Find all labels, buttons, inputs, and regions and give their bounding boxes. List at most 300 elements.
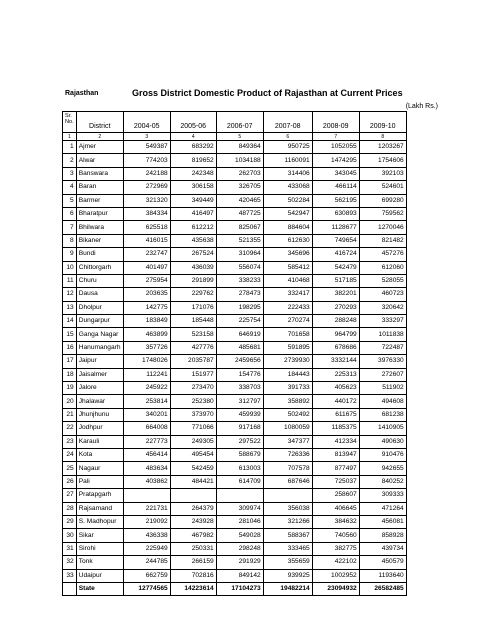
row-value: 495454	[170, 448, 216, 461]
row-value: 502284	[263, 194, 312, 207]
year-header: 2008-09	[312, 112, 359, 133]
row-district: Churu	[76, 274, 123, 287]
total-value: 26582485	[359, 582, 406, 595]
row-value: 358892	[263, 395, 312, 408]
row-value: 502492	[263, 408, 312, 421]
row-value: 435638	[170, 234, 216, 247]
row-serial: 33	[63, 569, 77, 582]
table-row	[63, 542, 407, 555]
table-row	[63, 382, 407, 395]
row-value: 490630	[359, 435, 406, 448]
column-index: 2	[76, 133, 123, 141]
table-row	[63, 207, 407, 220]
table-row	[63, 355, 407, 368]
total-value: 17104273	[216, 582, 263, 595]
row-district: Barmer	[76, 194, 123, 207]
row-value	[263, 489, 312, 502]
row-value: 3332144	[312, 355, 359, 368]
row-value: 401497	[123, 261, 170, 274]
column-index: 4	[170, 133, 216, 141]
row-serial: 14	[63, 315, 77, 328]
table-row	[63, 167, 407, 180]
row-district: Karauli	[76, 435, 123, 448]
row-value: 699280	[359, 194, 406, 207]
row-district: Ganga Nagar	[76, 328, 123, 341]
row-value: 588679	[216, 448, 263, 461]
row-value: 266159	[170, 556, 216, 569]
row-value: 612630	[263, 234, 312, 247]
row-value: 466114	[312, 181, 359, 194]
table-row	[63, 234, 407, 247]
total-label: State	[76, 582, 123, 595]
row-value: 1748026	[123, 355, 170, 368]
row-value: 3976330	[359, 355, 406, 368]
table-row	[63, 274, 407, 287]
row-value: 542947	[263, 207, 312, 220]
row-value: 1474295	[312, 154, 359, 167]
row-district: Dholpur	[76, 301, 123, 314]
row-value: 2739930	[263, 355, 312, 368]
row-value: 151977	[170, 368, 216, 381]
row-value: 813947	[312, 448, 359, 461]
row-value: 819652	[170, 154, 216, 167]
column-index: 5	[216, 133, 263, 141]
row-value: 456414	[123, 448, 170, 461]
row-value: 427776	[170, 341, 216, 354]
row-serial: 21	[63, 408, 77, 421]
row-value: 373970	[170, 408, 216, 421]
row-value: 270293	[312, 301, 359, 314]
row-value: 249305	[170, 435, 216, 448]
row-value: 242348	[170, 167, 216, 180]
row-value: 740560	[312, 529, 359, 542]
row-value: 678686	[312, 341, 359, 354]
row-value: 436338	[123, 529, 170, 542]
row-value: 1754606	[359, 154, 406, 167]
row-serial: 6	[63, 207, 77, 220]
row-value: 1193640	[359, 569, 406, 582]
row-serial: 31	[63, 542, 77, 555]
row-value: 410468	[263, 274, 312, 287]
year-header: 2007-08	[263, 112, 312, 133]
state-name: Rajasthan	[65, 90, 99, 97]
row-value: 759562	[359, 207, 406, 220]
row-value: 707578	[263, 462, 312, 475]
row-value: 219092	[123, 515, 170, 528]
row-district: Dausa	[76, 288, 123, 301]
row-district: Pali	[76, 475, 123, 488]
row-serial: 9	[63, 248, 77, 261]
row-value: 884604	[263, 221, 312, 234]
row-district: Sirohi	[76, 542, 123, 555]
row-value: 687646	[263, 475, 312, 488]
row-value: 320642	[359, 301, 406, 314]
row-value: 298248	[216, 542, 263, 555]
row-value: 2035787	[170, 355, 216, 368]
row-value: 630893	[312, 207, 359, 220]
row-value: 2459656	[216, 355, 263, 368]
row-value: 275954	[123, 274, 170, 287]
table-row	[63, 368, 407, 381]
row-value: 1203267	[359, 141, 406, 154]
row-value: 1185375	[312, 422, 359, 435]
row-value: 614709	[216, 475, 263, 488]
row-value: 439734	[359, 542, 406, 555]
row-serial: 29	[63, 515, 77, 528]
row-district: Bharatpur	[76, 207, 123, 220]
row-value: 312797	[216, 395, 263, 408]
row-value: 1128677	[312, 221, 359, 234]
row-serial: 25	[63, 462, 77, 475]
row-value: 278473	[216, 288, 263, 301]
row-district: Kota	[76, 448, 123, 461]
row-serial: 10	[63, 261, 77, 274]
row-value: 403862	[123, 475, 170, 488]
row-value: 321320	[123, 194, 170, 207]
row-district: Jalore	[76, 382, 123, 395]
row-serial: 7	[63, 221, 77, 234]
row-value: 416497	[170, 207, 216, 220]
row-value: 343045	[312, 167, 359, 180]
row-value: 382201	[312, 288, 359, 301]
row-value: 459939	[216, 408, 263, 421]
row-value: 338233	[216, 274, 263, 287]
row-value: 556074	[216, 261, 263, 274]
row-serial: 15	[63, 328, 77, 341]
row-value: 774203	[123, 154, 170, 167]
row-value: 722487	[359, 341, 406, 354]
row-district: Udaipur	[76, 569, 123, 582]
row-value: 306158	[170, 181, 216, 194]
table-row	[63, 569, 407, 582]
row-value: 392103	[359, 167, 406, 180]
row-value: 664008	[123, 422, 170, 435]
row-value: 171076	[170, 301, 216, 314]
table-row	[63, 194, 407, 207]
row-district: Pratapgarh	[76, 489, 123, 502]
row-value: 450579	[359, 556, 406, 569]
column-index: 8	[359, 133, 406, 141]
row-value: 288248	[312, 315, 359, 328]
row-value: 701658	[263, 328, 312, 341]
row-value: 267524	[170, 248, 216, 261]
row-value: 314406	[263, 167, 312, 180]
row-district: Bhilwara	[76, 221, 123, 234]
table-row	[63, 462, 407, 475]
row-value: 1270046	[359, 221, 406, 234]
row-value: 225313	[312, 368, 359, 381]
row-value: 272607	[359, 368, 406, 381]
row-value: 112241	[123, 368, 170, 381]
row-value: 243928	[170, 515, 216, 528]
row-value: 611675	[312, 408, 359, 421]
row-value: 405623	[312, 382, 359, 395]
row-district: Bundi	[76, 248, 123, 261]
row-serial: 11	[63, 274, 77, 287]
row-district: Jodhpur	[76, 422, 123, 435]
row-value: 771066	[170, 422, 216, 435]
row-value: 245922	[123, 382, 170, 395]
row-value: 356038	[263, 502, 312, 515]
row-value: 355659	[263, 556, 312, 569]
row-value: 258607	[312, 489, 359, 502]
row-value: 1034188	[216, 154, 263, 167]
row-value: 849142	[216, 569, 263, 582]
row-value: 942655	[359, 462, 406, 475]
row-value: 1011838	[359, 328, 406, 341]
total-value: 19482214	[263, 582, 312, 595]
row-value: 849364	[216, 141, 263, 154]
row-value: 964799	[312, 328, 359, 341]
row-serial: 5	[63, 194, 77, 207]
state-total-row	[63, 582, 407, 595]
row-value: 877497	[312, 462, 359, 475]
row-serial: 23	[63, 435, 77, 448]
row-value: 517185	[312, 274, 359, 287]
row-value	[170, 489, 216, 502]
table-row	[63, 489, 407, 502]
row-serial: 28	[63, 502, 77, 515]
row-value: 326705	[216, 181, 263, 194]
row-value: 272969	[123, 181, 170, 194]
row-value: 357726	[123, 341, 170, 354]
column-index: 3	[123, 133, 170, 141]
row-value: 585412	[263, 261, 312, 274]
row-district: Chittorgarh	[76, 261, 123, 274]
row-value: 291929	[216, 556, 263, 569]
row-serial: 26	[63, 475, 77, 488]
table-row	[63, 288, 407, 301]
column-index: 7	[312, 133, 359, 141]
row-value: 422102	[312, 556, 359, 569]
table-row	[63, 395, 407, 408]
row-value: 221731	[123, 502, 170, 515]
row-district: Sikar	[76, 529, 123, 542]
row-serial: 4	[63, 181, 77, 194]
row-value: 384334	[123, 207, 170, 220]
row-district: Jhalawar	[76, 395, 123, 408]
row-value: 436039	[170, 261, 216, 274]
row-value: 662759	[123, 569, 170, 582]
row-value: 321266	[263, 515, 312, 528]
table-row	[63, 475, 407, 488]
table-row	[63, 315, 407, 328]
row-value: 433068	[263, 181, 312, 194]
row-value: 338703	[216, 382, 263, 395]
row-value: 309333	[359, 489, 406, 502]
table-row	[63, 141, 407, 154]
year-header: 2005-06	[170, 112, 216, 133]
row-value: 225949	[123, 542, 170, 555]
row-value: 225754	[216, 315, 263, 328]
row-value: 229762	[170, 288, 216, 301]
table-row	[63, 248, 407, 261]
table-row	[63, 529, 407, 542]
row-serial: 8	[63, 234, 77, 247]
row-value: 253814	[123, 395, 170, 408]
row-district: Rajsamand	[76, 502, 123, 515]
row-value: 297522	[216, 435, 263, 448]
row-value	[216, 489, 263, 502]
row-value: 406645	[312, 502, 359, 515]
row-serial: 12	[63, 288, 77, 301]
row-serial: 32	[63, 556, 77, 569]
row-value: 1160091	[263, 154, 312, 167]
year-header: 2009-10	[359, 112, 406, 133]
row-value: 683292	[170, 141, 216, 154]
unit-label: (Lakh Rs.)	[405, 103, 438, 110]
row-value: 524601	[359, 181, 406, 194]
row-district: Hanumangarh	[76, 341, 123, 354]
row-value: 1410905	[359, 422, 406, 435]
row-value: 273470	[170, 382, 216, 395]
row-district: Bikaner	[76, 234, 123, 247]
row-value: 749654	[312, 234, 359, 247]
row-value: 485681	[216, 341, 263, 354]
row-value: 232747	[123, 248, 170, 261]
row-value: 309974	[216, 502, 263, 515]
row-value: 184443	[263, 368, 312, 381]
row-value: 494608	[359, 395, 406, 408]
row-value: 1002952	[312, 569, 359, 582]
row-value: 420465	[216, 194, 263, 207]
row-value: 416724	[312, 248, 359, 261]
row-value: 183849	[123, 315, 170, 328]
table-row	[63, 261, 407, 274]
table-row	[63, 154, 407, 167]
row-serial: 18	[63, 368, 77, 381]
table-row	[63, 422, 407, 435]
row-serial: 1	[63, 141, 77, 154]
row-value: 825067	[216, 221, 263, 234]
row-value: 467982	[170, 529, 216, 542]
row-serial: 13	[63, 301, 77, 314]
row-value: 725037	[312, 475, 359, 488]
row-value: 456081	[359, 515, 406, 528]
year-header: 2004-05	[123, 112, 170, 133]
row-district: Jhunjhunu	[76, 408, 123, 421]
row-value: 588367	[263, 529, 312, 542]
row-serial: 22	[63, 422, 77, 435]
row-district: Nagaur	[76, 462, 123, 475]
row-value: 154776	[216, 368, 263, 381]
row-district: Dungarpur	[76, 315, 123, 328]
row-serial: 24	[63, 448, 77, 461]
gddp-table	[62, 111, 407, 596]
row-district: Alwar	[76, 154, 123, 167]
row-value: 242188	[123, 167, 170, 180]
row-value: 382775	[312, 542, 359, 555]
total-value: 14223614	[170, 582, 216, 595]
row-value: 244785	[123, 556, 170, 569]
row-value: 460723	[359, 288, 406, 301]
srno-header	[63, 112, 77, 133]
district-header: District	[76, 112, 123, 133]
row-value: 521355	[216, 234, 263, 247]
row-value: 270274	[263, 315, 312, 328]
row-value: 910476	[359, 448, 406, 461]
row-value: 511902	[359, 382, 406, 395]
table-row	[63, 221, 407, 234]
total-serial-empty	[63, 582, 77, 595]
row-value: 262703	[216, 167, 263, 180]
row-value: 858928	[359, 529, 406, 542]
row-value: 612212	[170, 221, 216, 234]
row-value: 1080059	[263, 422, 312, 435]
row-value: 840252	[359, 475, 406, 488]
table-row	[63, 301, 407, 314]
total-value: 12774565	[123, 582, 170, 595]
row-district: Banswara	[76, 167, 123, 180]
row-value: 681238	[359, 408, 406, 421]
row-value: 291899	[170, 274, 216, 287]
table-row	[63, 515, 407, 528]
row-value: 416015	[123, 234, 170, 247]
row-value: 487725	[216, 207, 263, 220]
row-district: Ajmer	[76, 141, 123, 154]
row-value: 332417	[263, 288, 312, 301]
table-row	[63, 435, 407, 448]
row-value: 185448	[170, 315, 216, 328]
row-value: 483634	[123, 462, 170, 475]
row-value: 591895	[263, 341, 312, 354]
srno-header-line1: Sr.	[65, 113, 72, 119]
row-value: 702816	[170, 569, 216, 582]
row-value: 440172	[312, 395, 359, 408]
row-value: 950725	[263, 141, 312, 154]
table-row	[63, 408, 407, 421]
row-serial: 16	[63, 341, 77, 354]
srno-header-line2: No.	[65, 119, 74, 125]
row-value: 523158	[170, 328, 216, 341]
column-index: 6	[263, 133, 312, 141]
row-serial: 19	[63, 382, 77, 395]
row-value: 349449	[170, 194, 216, 207]
row-value: 471264	[359, 502, 406, 515]
row-value: 542459	[170, 462, 216, 475]
row-value: 345696	[263, 248, 312, 261]
row-value: 227773	[123, 435, 170, 448]
table-row	[63, 341, 407, 354]
row-value: 484421	[170, 475, 216, 488]
row-serial: 27	[63, 489, 77, 502]
row-value: 250331	[170, 542, 216, 555]
table-title: Gross District Domestic Product of Rajasthan at Current Prices	[132, 88, 403, 98]
row-value: 457276	[359, 248, 406, 261]
row-value: 252380	[170, 395, 216, 408]
row-value: 612060	[359, 261, 406, 274]
row-district: S. Madhopur	[76, 515, 123, 528]
row-value: 391733	[263, 382, 312, 395]
row-value: 646919	[216, 328, 263, 341]
row-serial: 2	[63, 154, 77, 167]
table-row	[63, 448, 407, 461]
table-row	[63, 556, 407, 569]
row-value: 549387	[123, 141, 170, 154]
column-header-row	[63, 112, 407, 133]
row-value: 264379	[170, 502, 216, 515]
row-serial: 17	[63, 355, 77, 368]
row-value: 142775	[123, 301, 170, 314]
row-serial: 20	[63, 395, 77, 408]
row-value: 310964	[216, 248, 263, 261]
column-index: 1	[63, 133, 77, 141]
row-value: 625518	[123, 221, 170, 234]
year-header: 2006-07	[216, 112, 263, 133]
row-value: 281046	[216, 515, 263, 528]
row-value: 1052055	[312, 141, 359, 154]
column-index-row	[63, 133, 407, 141]
